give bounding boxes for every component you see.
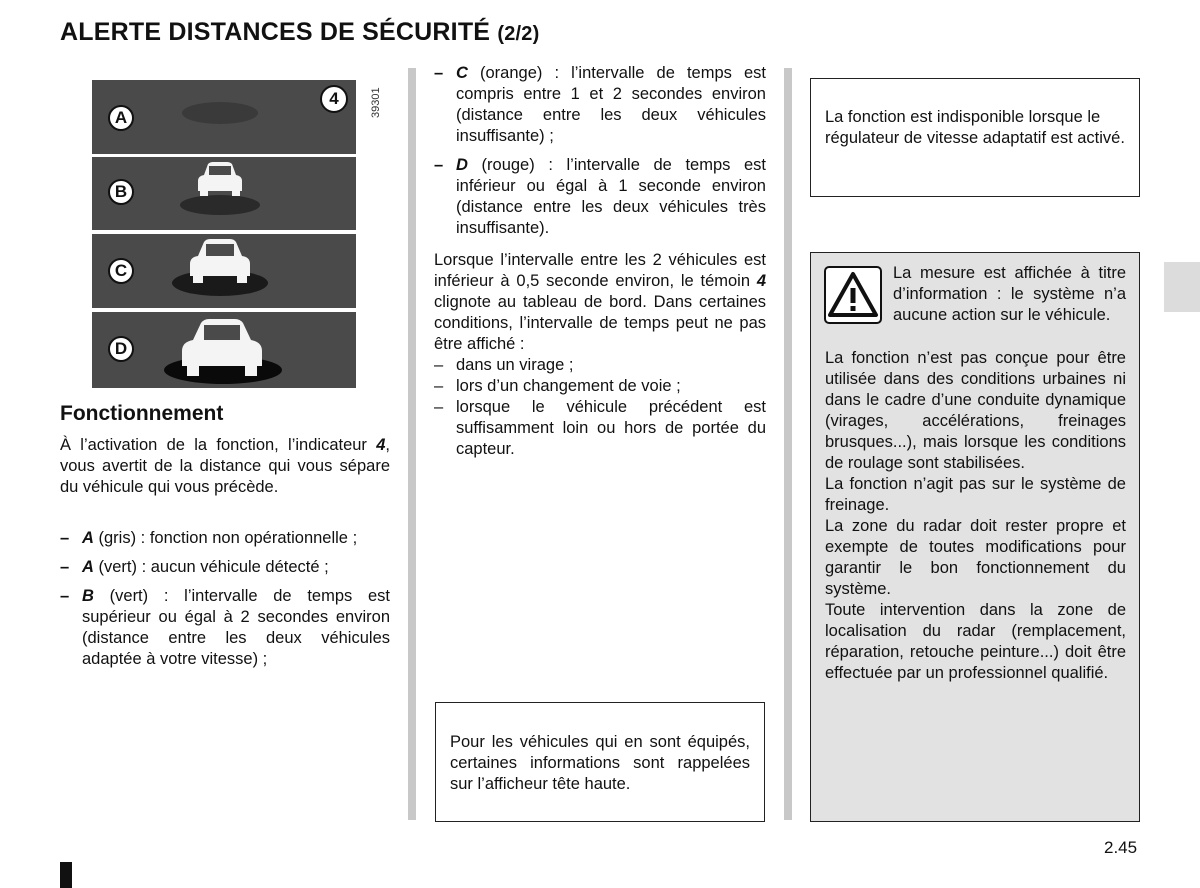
indicator-number: 4 [376, 436, 386, 454]
list-item [60, 557, 390, 578]
column-rule [408, 68, 416, 820]
status-key: A [82, 529, 94, 547]
list-text: lorsque le véhicule précédent est suffisamment loin ou hors de portée du capteur. [456, 398, 766, 458]
vehicle-shadow [180, 195, 260, 215]
page-number: 2.45 [1104, 838, 1138, 857]
list-dash: – [434, 398, 444, 416]
list-text: (orange) : l’intervalle de temps est compris entre 1 et 2 secondes environ (distance entre les deux véhicules insuffisante) ; [456, 64, 766, 145]
panel-letter: B [108, 179, 134, 205]
status-key: B [82, 587, 94, 605]
list-dash: – [60, 558, 70, 576]
list-text: (rouge) : l’intervalle de temps est inférieur ou égal à 1 seconde environ (distance entre les deux véhicules très insuffisante). [456, 156, 766, 237]
warning-triangle-icon [824, 266, 882, 324]
status-key: C [456, 64, 468, 82]
warning-lead: La mesure est affichée à titre d’information : le système n’a aucune action sur le véhicule. [893, 264, 1126, 324]
list-item [434, 155, 766, 239]
warning-paragraph: Toute intervention dans la zone de localisation du radar (remplacement, réparation, retouche peinture...) doit être effectuée par un professionnel qualifié. [825, 601, 1126, 682]
list-item [60, 586, 390, 670]
status-key: D [456, 156, 468, 174]
list-item [60, 528, 390, 549]
list-dash: – [434, 64, 444, 82]
list-dash: – [434, 356, 444, 374]
car-icon [188, 238, 252, 284]
figure-panel-c [92, 234, 356, 308]
car-icon [180, 318, 264, 378]
list-item [434, 355, 766, 376]
figure-panel-b [92, 157, 356, 230]
list-text: (vert) : l’intervalle de temps est supérieur ou égal à 2 secondes environ (distance entre les deux véhicules adaptée à votre vitesse) ; [82, 587, 390, 668]
blink-paragraph [434, 250, 766, 355]
hud-note-text: Pour les véhicules qui en sont équipés, certaines informations sont rappelées sur l’afficheur tête haute. [450, 733, 750, 793]
list-dash: – [434, 377, 444, 395]
hud-note-box [435, 702, 765, 822]
list-dash: – [434, 156, 444, 174]
intro-text: À l’activation de la fonction, l’indicateur [60, 436, 377, 454]
panel-letter: C [108, 258, 134, 284]
list-item [434, 376, 766, 397]
warning-paragraph: La zone du radar doit rester propre et exempte de toutes modifications pour garantir le bon fonctionnement du système. [825, 517, 1126, 598]
info-box [810, 78, 1140, 197]
column-rule [784, 68, 792, 820]
list-text: lors d’un changement de voie ; [456, 377, 681, 395]
title-part: (2/2) [497, 23, 540, 45]
page-title [60, 18, 539, 47]
car-icon [196, 161, 244, 197]
section-thumb-tab [1164, 262, 1200, 312]
intro-paragraph [60, 435, 390, 498]
figure-panel-a [92, 80, 356, 154]
figure-panel-d [92, 312, 356, 388]
paragraph-text: clignote au tableau de bord. Dans certaines conditions, l’intervalle de temps peut ne pas être affiché : [434, 293, 766, 353]
warning-box [810, 252, 1140, 822]
warning-body [825, 348, 1126, 684]
title-text: ALERTE DISTANCES DE SÉCURITÉ [60, 18, 491, 46]
list-dash: – [60, 529, 70, 547]
list-item [434, 63, 766, 147]
conditions-list [434, 355, 766, 460]
corner-mark [60, 862, 72, 888]
paragraph-text: Lorsque l’intervalle entre les 2 véhicules est inférieur à 0,5 seconde environ, le témoin [434, 251, 766, 290]
warning-paragraph: La fonction n’agit pas sur le système de freinage. [825, 475, 1126, 514]
status-key: A [82, 558, 94, 576]
list-text: (gris) : fonction non opérationnelle ; [93, 529, 358, 547]
intro-text: , vous avertit de la distance qui vous sépare du véhicule qui vous précède. [60, 436, 390, 496]
warning-paragraph: La fonction n’est pas conçue pour être utilisée dans des conditions urbaines ni dans le cadre d’une conduite dynamique (virages, accélérations, freinages brusques...), mais lorsque les conditions de roulage sont stabilisées. [825, 349, 1126, 472]
list-item [434, 397, 766, 460]
indicator-number: 4 [756, 272, 766, 290]
panel-letter: A [108, 105, 134, 131]
list-dash: – [60, 587, 70, 605]
figure-ref-number: 39301 [370, 87, 382, 118]
vehicle-shadow [182, 102, 258, 124]
info-box-text: La fonction est indisponible lorsque le régulateur de vitesse adaptatif est activé. [825, 108, 1125, 147]
middle-status-list [434, 63, 766, 239]
section-heading: Fonctionnement [60, 402, 224, 425]
panel-letter: D [108, 336, 134, 362]
status-list [60, 528, 390, 670]
list-text: (vert) : aucun véhicule détecté ; [93, 558, 329, 576]
list-text: dans un virage ; [456, 356, 574, 374]
callout-number: 4 [320, 85, 348, 113]
